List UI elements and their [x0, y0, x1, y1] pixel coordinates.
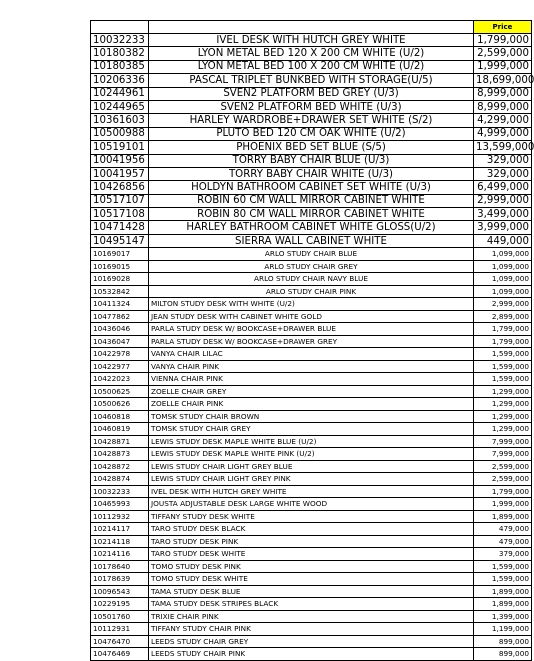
product-price-cell: 1,299,000 — [474, 410, 532, 423]
product-code-cell: 10500625 — [91, 385, 149, 398]
product-code-cell: 10460819 — [91, 423, 149, 436]
product-price-cell: 2,599,000 — [474, 47, 532, 60]
product-code-cell: 10112932 — [91, 510, 149, 523]
product-code-cell: 10180382 — [91, 47, 149, 60]
product-code-cell: 10519101 — [91, 141, 149, 154]
product-price-cell: 1,099,000 — [474, 273, 532, 286]
table-row — [91, 74, 532, 87]
product-name-cell: ZOELLE CHAIR GREY — [149, 385, 474, 398]
product-code-cell: 10041956 — [91, 154, 149, 167]
product-price-cell: 1,399,000 — [474, 610, 532, 623]
table-row — [91, 310, 532, 323]
product-price-cell: 3,499,000 — [474, 208, 532, 221]
product-code-cell: 10460818 — [91, 410, 149, 423]
product-code-cell: 10426856 — [91, 181, 149, 194]
table-row — [91, 460, 532, 473]
table-row — [91, 535, 532, 548]
product-code-cell: 10471428 — [91, 221, 149, 234]
product-price-cell: 1,599,000 — [474, 560, 532, 573]
product-code-cell: 10517107 — [91, 194, 149, 207]
product-code-cell: 10422978 — [91, 348, 149, 361]
product-name-cell: LYON METAL BED 100 X 200 CM WHITE (U/2) — [149, 60, 474, 73]
product-price-cell: 329,000 — [474, 154, 532, 167]
product-code-cell: 10169028 — [91, 273, 149, 286]
table-row — [91, 234, 532, 247]
product-code-cell: 10532842 — [91, 285, 149, 298]
table-row — [91, 435, 532, 448]
product-name-cell: ARLO STUDY CHAIR PINK — [149, 285, 474, 298]
product-code-cell: 10517108 — [91, 208, 149, 221]
table-row — [91, 208, 532, 221]
price-sheet — [90, 20, 534, 661]
table-row — [91, 385, 532, 398]
product-code-cell: 10436047 — [91, 335, 149, 348]
product-price-cell: 1,099,000 — [474, 285, 532, 298]
product-name-cell: HARLEY WARDROBE+DRAWER SET WHITE (S/2) — [149, 114, 474, 127]
product-code-cell: 10229195 — [91, 598, 149, 611]
table-row — [91, 448, 532, 461]
product-price-cell: 449,000 — [474, 234, 532, 247]
table-row — [91, 100, 532, 113]
table-row — [91, 273, 532, 286]
product-name-cell: SIERRA WALL CABINET WHITE — [149, 234, 474, 247]
product-name-cell: LEWIS STUDY CHAIR LIGHT GREY PINK — [149, 473, 474, 486]
product-name-cell: PARLA STUDY DESK W/ BOOKCASE+DRAWER BLUE — [149, 323, 474, 336]
product-price-cell: 2,899,000 — [474, 310, 532, 323]
product-code-cell: 10411324 — [91, 298, 149, 311]
table-row — [91, 154, 532, 167]
product-name-cell: VANYA CHAIR PINK — [149, 360, 474, 373]
product-name-cell: TARO STUDY DESK PINK — [149, 535, 474, 548]
product-price-cell: 1,899,000 — [474, 510, 532, 523]
product-code-cell: 10500626 — [91, 398, 149, 411]
product-name-cell: HOLDYN BATHROOM CABINET SET WHITE (U/3) — [149, 181, 474, 194]
product-name-cell: TIFFANY STUDY DESK WHITE — [149, 510, 474, 523]
product-code-cell: 10169017 — [91, 248, 149, 261]
product-name-cell: TAMA STUDY DESK BLUE — [149, 585, 474, 598]
table-row — [91, 194, 532, 207]
product-name-cell: TARO STUDY DESK BLACK — [149, 523, 474, 536]
product-name-cell: PHOENIX BED SET BLUE (S/5) — [149, 141, 474, 154]
table-row — [91, 610, 532, 623]
product-code-cell: 10032233 — [91, 485, 149, 498]
product-name-cell: LEWIS STUDY CHAIR LIGHT GREY BLUE — [149, 460, 474, 473]
product-name-cell: LEWIS STUDY DESK MAPLE WHITE BLUE (U/2) — [149, 435, 474, 448]
product-name-cell: TARO STUDY DESK WHITE — [149, 548, 474, 561]
product-name-cell: ARLO STUDY CHAIR BLUE — [149, 248, 474, 261]
product-code-cell: 10169015 — [91, 260, 149, 273]
product-name-cell: ARLO STUDY CHAIR GREY — [149, 260, 474, 273]
product-name-cell: ZOELLE CHAIR PINK — [149, 398, 474, 411]
product-price-cell: 1,299,000 — [474, 423, 532, 436]
product-name-cell: TIFFANY STUDY CHAIR PINK — [149, 623, 474, 636]
product-price-cell: 6,499,000 — [474, 181, 532, 194]
product-code-cell: 10500988 — [91, 127, 149, 140]
price-table — [90, 20, 532, 661]
product-code-cell: 10501760 — [91, 610, 149, 623]
product-name-cell: TRIXIE CHAIR PINK — [149, 610, 474, 623]
product-price-cell: 1,799,000 — [474, 335, 532, 348]
product-price-cell: 1,999,000 — [474, 60, 532, 73]
table-row — [91, 410, 532, 423]
product-code-cell: 10477862 — [91, 310, 149, 323]
table-row — [91, 248, 532, 261]
product-price-cell: 1,999,000 — [474, 498, 532, 511]
product-name-cell: TAMA STUDY DESK STRIPES BLACK — [149, 598, 474, 611]
product-code-cell: 10214116 — [91, 548, 149, 561]
product-name-cell: TOMSK STUDY CHAIR BROWN — [149, 410, 474, 423]
product-code-cell: 10206336 — [91, 74, 149, 87]
table-row — [91, 560, 532, 573]
product-code-cell: 10422023 — [91, 373, 149, 386]
product-code-cell: 10361603 — [91, 114, 149, 127]
product-code-cell: 10180385 — [91, 60, 149, 73]
product-price-cell: 899,000 — [474, 635, 532, 648]
product-name-cell: SVEN2 PLATFORM BED WHITE (U/3) — [149, 100, 474, 113]
product-price-cell: 18,699,000 — [474, 74, 532, 87]
product-price-cell: 1,299,000 — [474, 398, 532, 411]
product-name-cell: VIENNA CHAIR PINK — [149, 373, 474, 386]
header-price-cell: Price — [474, 21, 532, 34]
product-name-cell: SVEN2 PLATFORM BED GREY (U/3) — [149, 87, 474, 100]
product-price-cell: 1,299,000 — [474, 385, 532, 398]
product-code-cell: 10476469 — [91, 648, 149, 661]
table-row — [91, 285, 532, 298]
product-price-cell: 4,299,000 — [474, 114, 532, 127]
table-row — [91, 373, 532, 386]
product-price-cell: 329,000 — [474, 167, 532, 180]
table-row — [91, 635, 532, 648]
table-row — [91, 585, 532, 598]
product-name-cell: IVEL DESK WITH HUTCH GREY WHITE — [149, 34, 474, 47]
product-price-cell: 479,000 — [474, 523, 532, 536]
product-code-cell: 10428873 — [91, 448, 149, 461]
product-name-cell: TOMO STUDY DESK PINK — [149, 560, 474, 573]
product-price-cell: 1,799,000 — [474, 485, 532, 498]
table-row — [91, 260, 532, 273]
product-price-cell: 1,199,000 — [474, 623, 532, 636]
product-code-cell: 10428871 — [91, 435, 149, 448]
product-price-cell: 1,899,000 — [474, 598, 532, 611]
product-code-cell: 10476470 — [91, 635, 149, 648]
table-row — [91, 323, 532, 336]
table-row — [91, 127, 532, 140]
table-row — [91, 598, 532, 611]
product-price-cell: 2,999,000 — [474, 194, 532, 207]
product-name-cell: PASCAL TRIPLET BUNKBED WITH STORAGE(U/5) — [149, 74, 474, 87]
table-row — [91, 167, 532, 180]
header-row — [91, 21, 532, 34]
table-row — [91, 423, 532, 436]
product-code-cell: 10214117 — [91, 523, 149, 536]
product-price-cell: 479,000 — [474, 535, 532, 548]
header-code-cell — [91, 21, 149, 34]
table-row — [91, 360, 532, 373]
product-code-cell: 10244965 — [91, 100, 149, 113]
product-code-cell: 10428872 — [91, 460, 149, 473]
product-price-cell: 7,999,000 — [474, 435, 532, 448]
table-row — [91, 510, 532, 523]
product-name-cell: LYON METAL BED 120 X 200 CM WHITE (U/2) — [149, 47, 474, 60]
product-name-cell: JEAN STUDY DESK WITH CABINET WHITE GOLD — [149, 310, 474, 323]
product-code-cell: 10041957 — [91, 167, 149, 180]
product-price-cell: 899,000 — [474, 648, 532, 661]
product-code-cell: 10436046 — [91, 323, 149, 336]
product-code-cell: 10178640 — [91, 560, 149, 573]
table-row — [91, 623, 532, 636]
product-price-cell: 7,999,000 — [474, 448, 532, 461]
table-row — [91, 485, 532, 498]
product-price-cell: 1,599,000 — [474, 373, 532, 386]
product-name-cell: TOMO STUDY DESK WHITE — [149, 573, 474, 586]
product-price-cell: 1,799,000 — [474, 34, 532, 47]
table-row — [91, 335, 532, 348]
product-price-cell: 3,999,000 — [474, 221, 532, 234]
product-name-cell: ROBIN 80 CM WALL MIRROR CABINET WHITE — [149, 208, 474, 221]
product-price-cell: 1,599,000 — [474, 573, 532, 586]
product-name-cell: ROBIN 60 CM WALL MIRROR CABINET WHITE — [149, 194, 474, 207]
table-row — [91, 573, 532, 586]
product-price-cell: 2,599,000 — [474, 460, 532, 473]
product-code-cell: 10428874 — [91, 473, 149, 486]
table-row — [91, 523, 532, 536]
table-row — [91, 141, 532, 154]
product-name-cell: TORRY BABY CHAIR BLUE (U/3) — [149, 154, 474, 167]
product-name-cell: MILTON STUDY DESK WITH WHITE (U/2) — [149, 298, 474, 311]
header-name-cell — [149, 21, 474, 34]
product-code-cell: 10178639 — [91, 573, 149, 586]
product-price-cell: 1,899,000 — [474, 585, 532, 598]
table-row — [91, 648, 532, 661]
product-name-cell: LEEDS STUDY CHAIR GREY — [149, 635, 474, 648]
table-row — [91, 60, 532, 73]
product-code-cell: 10495147 — [91, 234, 149, 247]
product-code-cell: 10214118 — [91, 535, 149, 548]
product-code-cell: 10112931 — [91, 623, 149, 636]
table-row — [91, 47, 532, 60]
product-price-cell: 8,999,000 — [474, 87, 532, 100]
product-name-cell: LEWIS STUDY DESK MAPLE WHITE PINK (U/2) — [149, 448, 474, 461]
product-price-cell: 1,099,000 — [474, 260, 532, 273]
product-name-cell: ARLO STUDY CHAIR NAVY BLUE — [149, 273, 474, 286]
product-name-cell: PLUTO BED 120 CM OAK WHITE (U/2) — [149, 127, 474, 140]
product-price-cell: 379,000 — [474, 548, 532, 561]
product-price-cell: 1,099,000 — [474, 248, 532, 261]
product-price-cell: 4,999,000 — [474, 127, 532, 140]
product-name-cell: VANYA CHAIR LILAC — [149, 348, 474, 361]
table-row — [91, 348, 532, 361]
table-row — [91, 298, 532, 311]
product-price-cell: 1,599,000 — [474, 360, 532, 373]
product-name-cell: HARLEY BATHROOM CABINET WHITE GLOSS(U/2) — [149, 221, 474, 234]
product-name-cell: LEEDS STUDY CHAIR PINK — [149, 648, 474, 661]
table-row — [91, 181, 532, 194]
table-row — [91, 87, 532, 100]
product-name-cell: IVEL DESK WITH HUTCH GREY WHITE — [149, 485, 474, 498]
product-price-cell: 2,999,000 — [474, 298, 532, 311]
product-price-cell: 13,599,000 — [474, 141, 532, 154]
product-code-cell: 10465993 — [91, 498, 149, 511]
table-row — [91, 221, 532, 234]
product-price-cell: 1,799,000 — [474, 323, 532, 336]
product-name-cell: TOMSK STUDY CHAIR GREY — [149, 423, 474, 436]
product-code-cell: 10422977 — [91, 360, 149, 373]
product-name-cell: TORRY BABY CHAIR WHITE (U/3) — [149, 167, 474, 180]
product-code-cell: 10096543 — [91, 585, 149, 598]
product-name-cell: JOUSTA ADJUSTABLE DESK LARGE WHITE WOOD — [149, 498, 474, 511]
table-row — [91, 398, 532, 411]
table-row — [91, 34, 532, 47]
product-price-cell: 8,999,000 — [474, 100, 532, 113]
product-name-cell: PARLA STUDY DESK W/ BOOKCASE+DRAWER GREY — [149, 335, 474, 348]
product-price-cell: 2,599,000 — [474, 473, 532, 486]
product-price-cell: 1,599,000 — [474, 348, 532, 361]
table-row — [91, 498, 532, 511]
table-row — [91, 114, 532, 127]
product-code-cell: 10244961 — [91, 87, 149, 100]
product-code-cell: 10032233 — [91, 34, 149, 47]
table-row — [91, 548, 532, 561]
table-row — [91, 473, 532, 486]
